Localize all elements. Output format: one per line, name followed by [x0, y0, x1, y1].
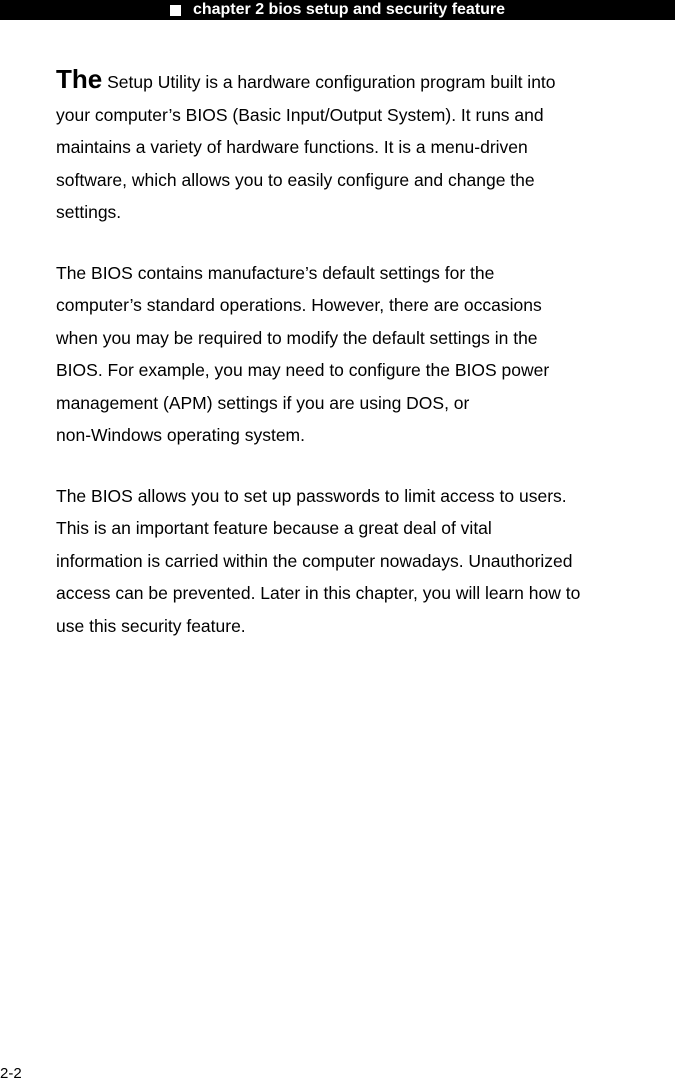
intro-paragraph — [56, 66, 675, 229]
intro-line: your computer’s BIOS (Basic Input/Output System). It runs and — [56, 104, 544, 125]
header-square-bullet-icon — [170, 5, 181, 16]
paragraph-line: non-Windows operating system. — [56, 425, 305, 445]
intro-line: software, which allows you to easily configure and change the — [56, 169, 535, 190]
paragraph-line: use this security feature. — [56, 615, 246, 636]
paragraph-line: The BIOS allows you to set up passwords to limit access to users. — [56, 485, 567, 506]
paragraph-line: information is carried within the computer nowadays. Unauthorized — [56, 550, 573, 571]
paragraph-line: This is an important feature because a great deal of vital — [56, 518, 492, 538]
chapter-header-bar — [0, 0, 675, 20]
paragraph-line: when you may be required to modify the default settings in the — [56, 327, 538, 348]
page-number: 2-2 — [0, 1065, 22, 1082]
paragraph-line: The BIOS contains manufacture’s default settings for the — [56, 262, 495, 283]
intro-line: maintains a variety of hardware functions. It is a menu-driven — [56, 137, 528, 157]
paragraph-line: access can be prevented. Later in this chapter, you will learn how to — [56, 583, 581, 603]
paragraph-line: management (APM) settings if you are using DOS, or — [56, 392, 470, 413]
document-body — [56, 66, 675, 670]
paragraph-line: BIOS. For example, you may need to configure the BIOS power — [56, 360, 550, 380]
bios-defaults-paragraph — [56, 257, 675, 452]
paragraph-line: computer’s standard operations. However, there are occasions — [56, 295, 542, 315]
security-paragraph — [56, 480, 675, 643]
intro-first-line — [56, 66, 675, 99]
intro-first-line-text: Setup Utility is a hardware configuration program built into — [102, 72, 556, 92]
intro-lead-word: The — [56, 64, 103, 94]
chapter-title: chapter 2 bios setup and security feature — [192, 1, 506, 18]
intro-line: settings. — [56, 202, 122, 222]
